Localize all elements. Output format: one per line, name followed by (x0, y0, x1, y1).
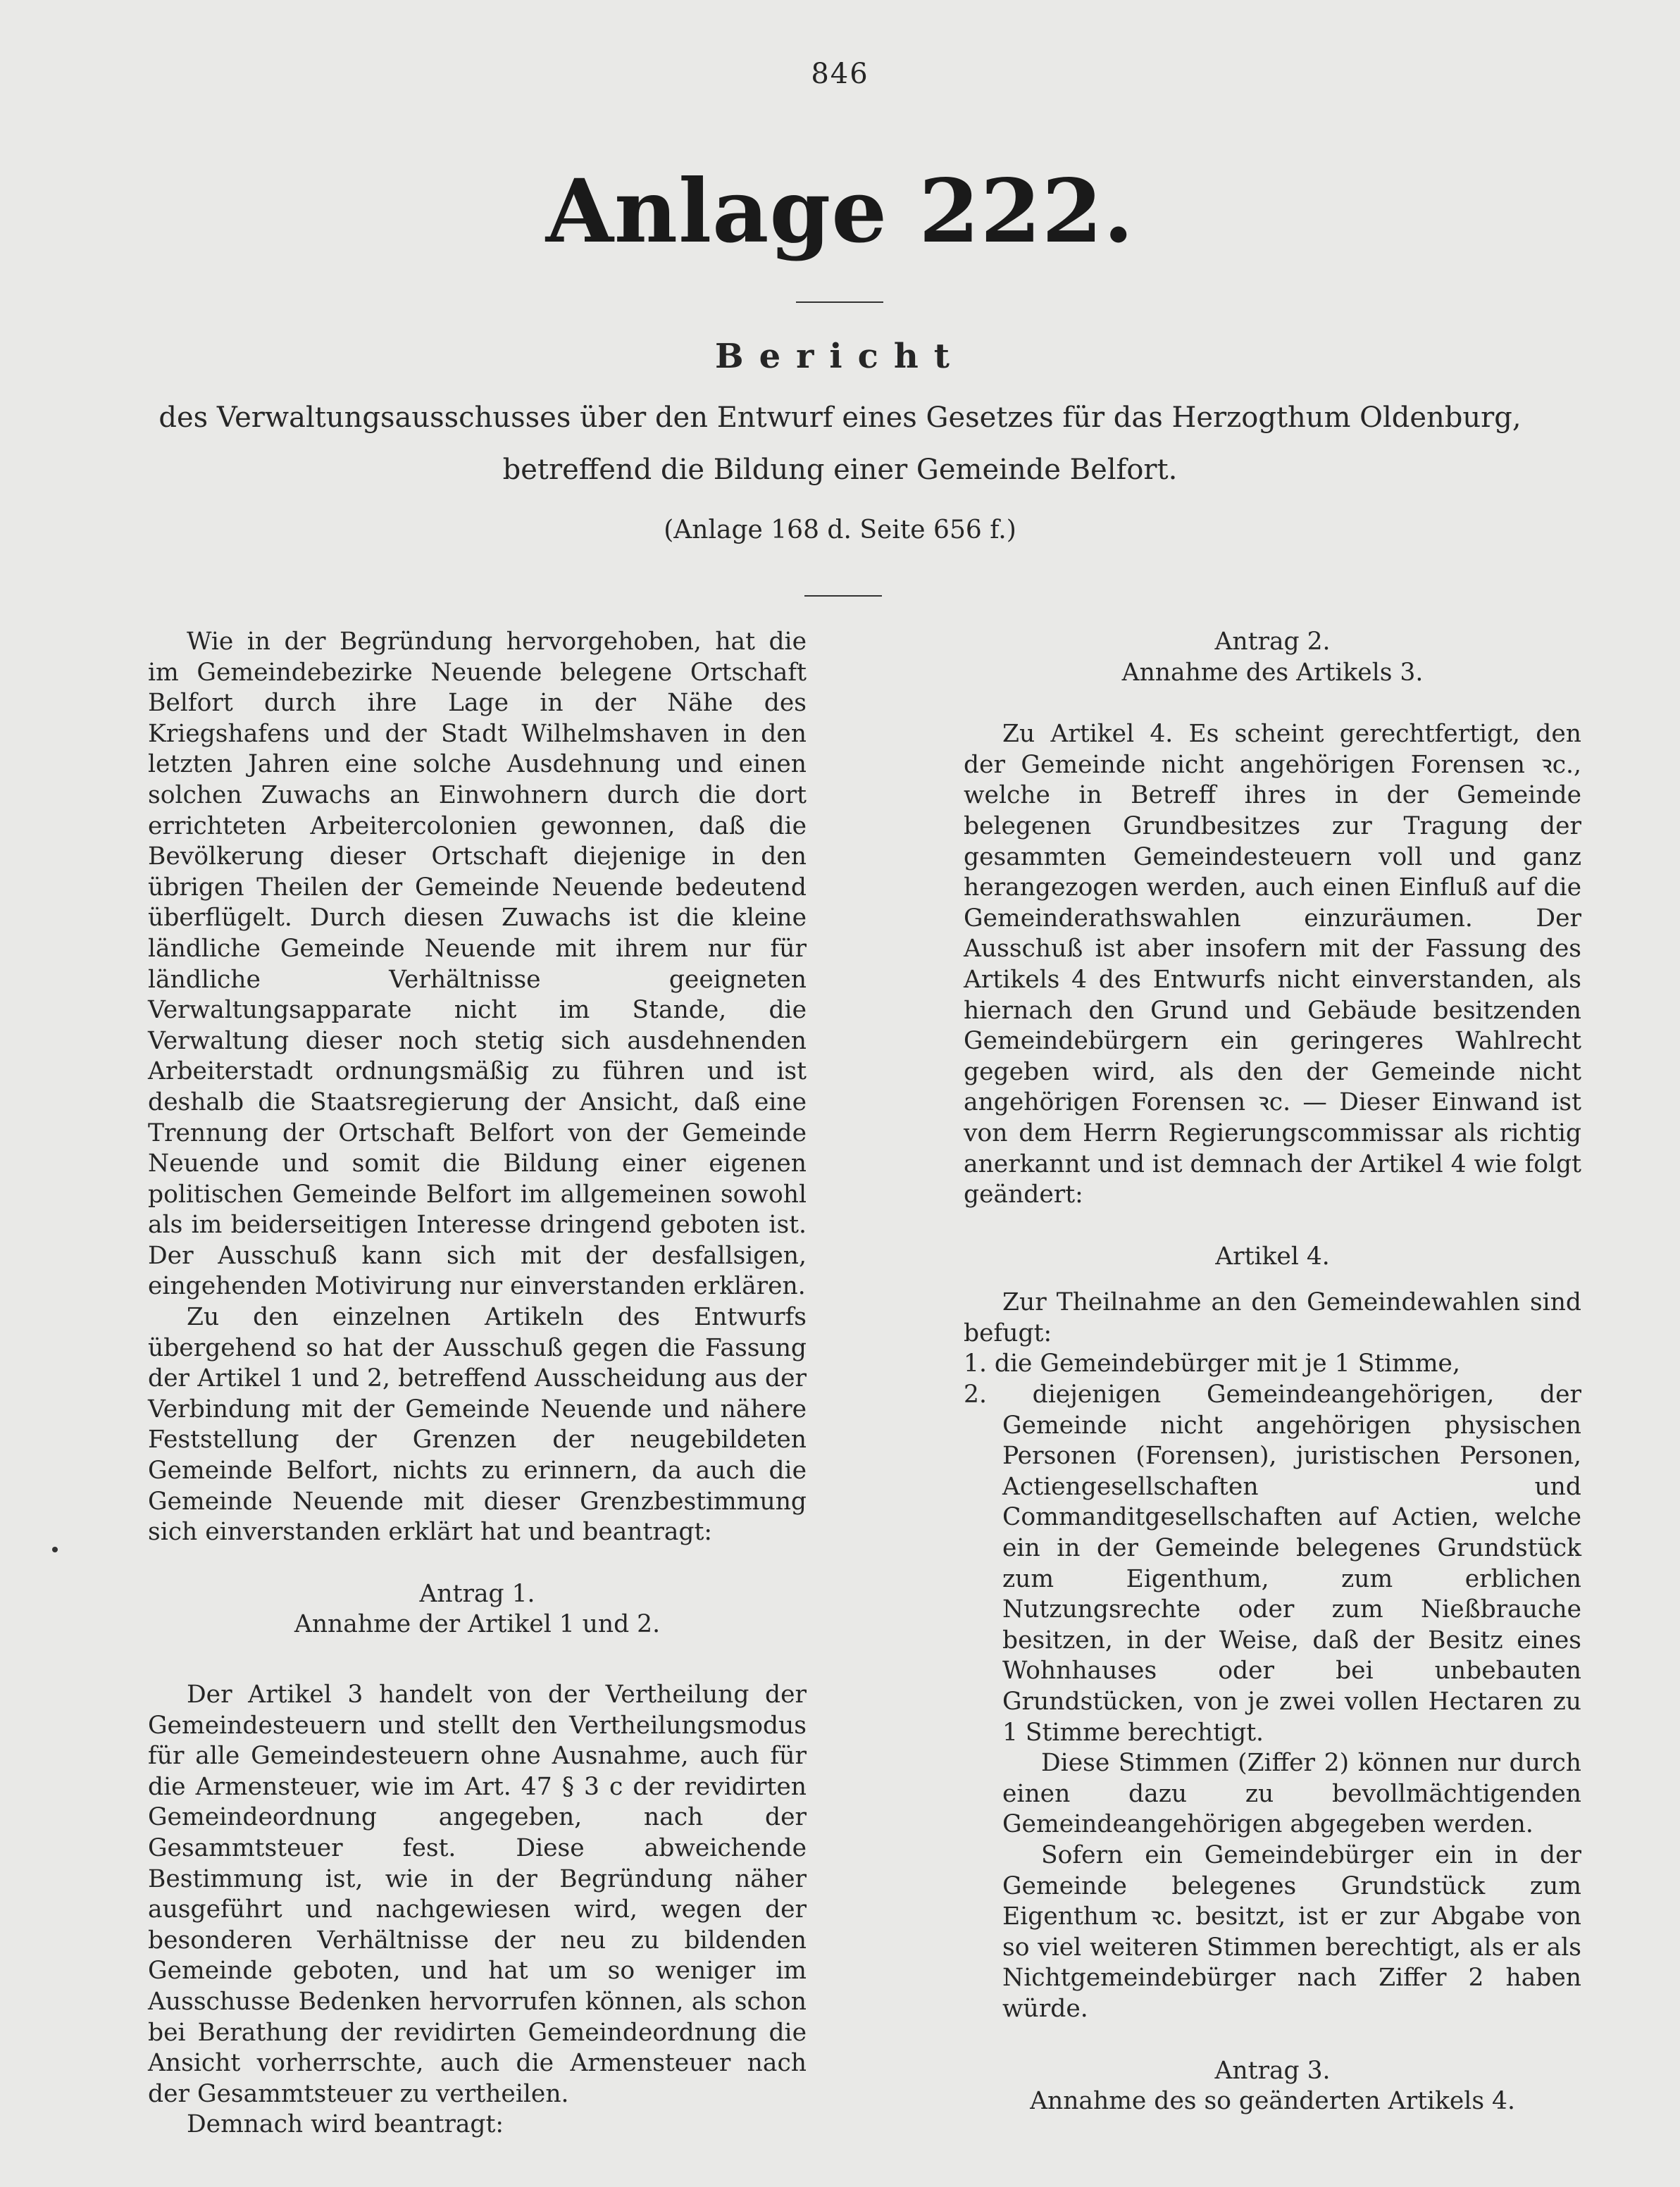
right-paragraph-2: Diese Stimmen (Ziffer 2) können nur durch einen dazu zu bevollmächtigenden Gemeindeangehörigen abgegeben werden. (1002, 1749, 1581, 1839)
left-column (148, 627, 807, 2141)
right-paragraph-3: Sofern ein Gemeindebürger ein in der Gemeinde belegenes Grundstück zum Eigenthum ꝛc. besitzt, ist er zur Abgabe von so viel weiteren Stimmen berechtigt, als er als Nichtgemeindebürger nach Ziffer 2 haben würde. (1002, 1840, 1581, 2023)
left-paragraph-1: Wie in der Begründung hervorgehoben, hat die im Gemeindebezirke Neuende belegene Ortschaft Belfort durch ihre Lage in der Nähe des Kriegshafens und der Stadt Wilhelmshaven in den letzten Jahren eine solche Ausdehnung und einen solchen Zuwachs an Einwohnern durch die dort errichteten Arbeitercolonien gewonnen, daß die Bevölkerung dieser Ortschaft diejenige in den übrigen Theilen der Gemeinde Neuende bedeutend überflügelt. Durch diesen Zuwachs ist die kleine ländliche Gemeinde Neuende mit ihrem nur für ländliche Verhältnisse geeigneten Verwaltungsapparate nicht im Stande, die Verwaltung dieser noch stetig sich ausdehnenden Arbeiterstadt ordnungsmäßig zu führen und ist deshalb die Staatsregierung der Ansicht, daß eine Trennung der Ortschaft Belfort von der Gemeinde Neuende und somit die Bildung einer eigenen politischen Gemeinde Belfort im allgemeinen sowohl als im beiderseitigen Interesse dringend geboten ist. Der Ausschuß kann sich mit der desfallsigen, eingehenden Motivirung nur einverstanden erklären. (148, 628, 807, 1301)
reference-note: (Anlage 168 d. Seite 656 f.) (664, 516, 1016, 544)
antrag-1-text: Annahme der Artikel 1 und 2. (294, 1610, 661, 1639)
left-paragraph-2: Zu den einzelnen Artikeln des Entwurfs übergehend so hat der Ausschuß gegen die Fassung der Artikel 1 und 2, betreffend Ausscheidung aus der Verbindung mit der Gemeinde Neuende und nähere Feststellung der Grenzen der neugebildeten Gemeinde Belfort, nichts zu erinnern, da auch die Gemeinde Neuende mit dieser Grenzbestimmung sich einverstanden erklärt hat und beantragt: (148, 1303, 807, 1547)
right-column (964, 627, 1581, 2117)
subtitle-line-1: des Verwaltungsausschusses über den Entwurf eines Gesetzes für das Herzogthum Oldenburg, (158, 401, 1522, 434)
right-paragraph-1: Zu Artikel 4. Es scheint gerechtfertigt, den der Gemeinde nicht angehörigen Forensen ꝛc., welche in Betreff ihres in der Gemeinde belegenen Grundbesitzes zur Tragung der gesammten Gemeindesteuern voll und ganz herangezogen werden, auch einen Einfluß auf die Gemeinderathswahlen einzuräumen. Der Ausschuß ist aber insofern mit der Fassung des Artikels 4 des Entwurfs nicht einverstanden, als hiernach den Grund und Gebäude besitzenden Gemeindebürgern ein geringeres Wahlrecht gegeben wird, als den der Gemeinde nicht angehörigen Forensen ꝛc. — Dieser Einwand ist von dem Herrn Regierungscommissar als richtig anerkannt und ist demnach der Artikel 4 wie folgt geändert: (964, 720, 1581, 1209)
artikel-4-title: Artikel 4. (1215, 1242, 1330, 1271)
title-divider (796, 301, 883, 303)
artikel-4-intro: Zur Theilnahme an den Gemeindewahlen sind befugt: (964, 1288, 1581, 1347)
antrag-2-title: Antrag 2. (1214, 628, 1331, 656)
antrag-3-title: Antrag 3. (1214, 2056, 1331, 2085)
subtitle-line-2: betreffend die Bildung einer Gemeinde Belfort. (502, 454, 1178, 486)
page-number: 846 (811, 58, 869, 90)
report-heading: Bericht (715, 337, 965, 376)
antrag-2-text: Annahme des Artikels 3. (1121, 658, 1424, 687)
artikel-4-item-2: 2. diejenigen Gemeindeangehörigen, der Gemeinde nicht angehörigen physischen Personen (Forensen), juristischen Personen, Actiengesellschaften und Commanditgesellschaften auf Actien, welche ein in der Gemeinde belegenes Grundstück zum Eigenthum, zum erblichen Nutzungsrechte oder zum Nießbrauche besitzen, in der Weise, daß der Besitz eines Wohnhauses oder bei unbebauten Grundstücken, von je zwei vollen Hectaren zu 1 Stimme berechtigt. (964, 1381, 1581, 1747)
left-paragraph-3: Der Artikel 3 handelt von der Vertheilung der Gemeindesteuern und stellt den Vertheilungsmodus für alle Gemeindesteuern ohne Ausnahme, auch für die Armensteuer, wie im Art. 47 § 3 c der revidirten Gemeindeordnung angegeben, nach der Gesammtsteuer fest. Diese abweichende Bestimmung ist, wie in der Begründung näher ausgeführt und nachgewiesen wird, wegen der besonderen Verhältnisse der neu zu bildenden Gemeinde geboten, und hat um so weniger im Ausschusse Bedenken hervorrufen können, als schon bei Berathung der revidirten Gemeindeordnung die Ansicht vorherrschte, auch die Armensteuer nach der Gesammtsteuer zu vertheilen. (148, 1681, 807, 2108)
antrag-1-title: Antrag 1. (419, 1579, 535, 1608)
artikel-4-item-1: 1. die Gemeindebürger mit je 1 Stimme, (964, 1350, 1460, 1378)
antrag-3-text: Annahme des so geänderten Artikels 4. (1030, 2087, 1515, 2116)
left-paragraph-4: Demnach wird beantragt: (187, 2110, 504, 2139)
margin-mark (52, 1547, 58, 1552)
document-title: Anlage 222. (545, 161, 1135, 263)
reference-divider (804, 595, 882, 597)
